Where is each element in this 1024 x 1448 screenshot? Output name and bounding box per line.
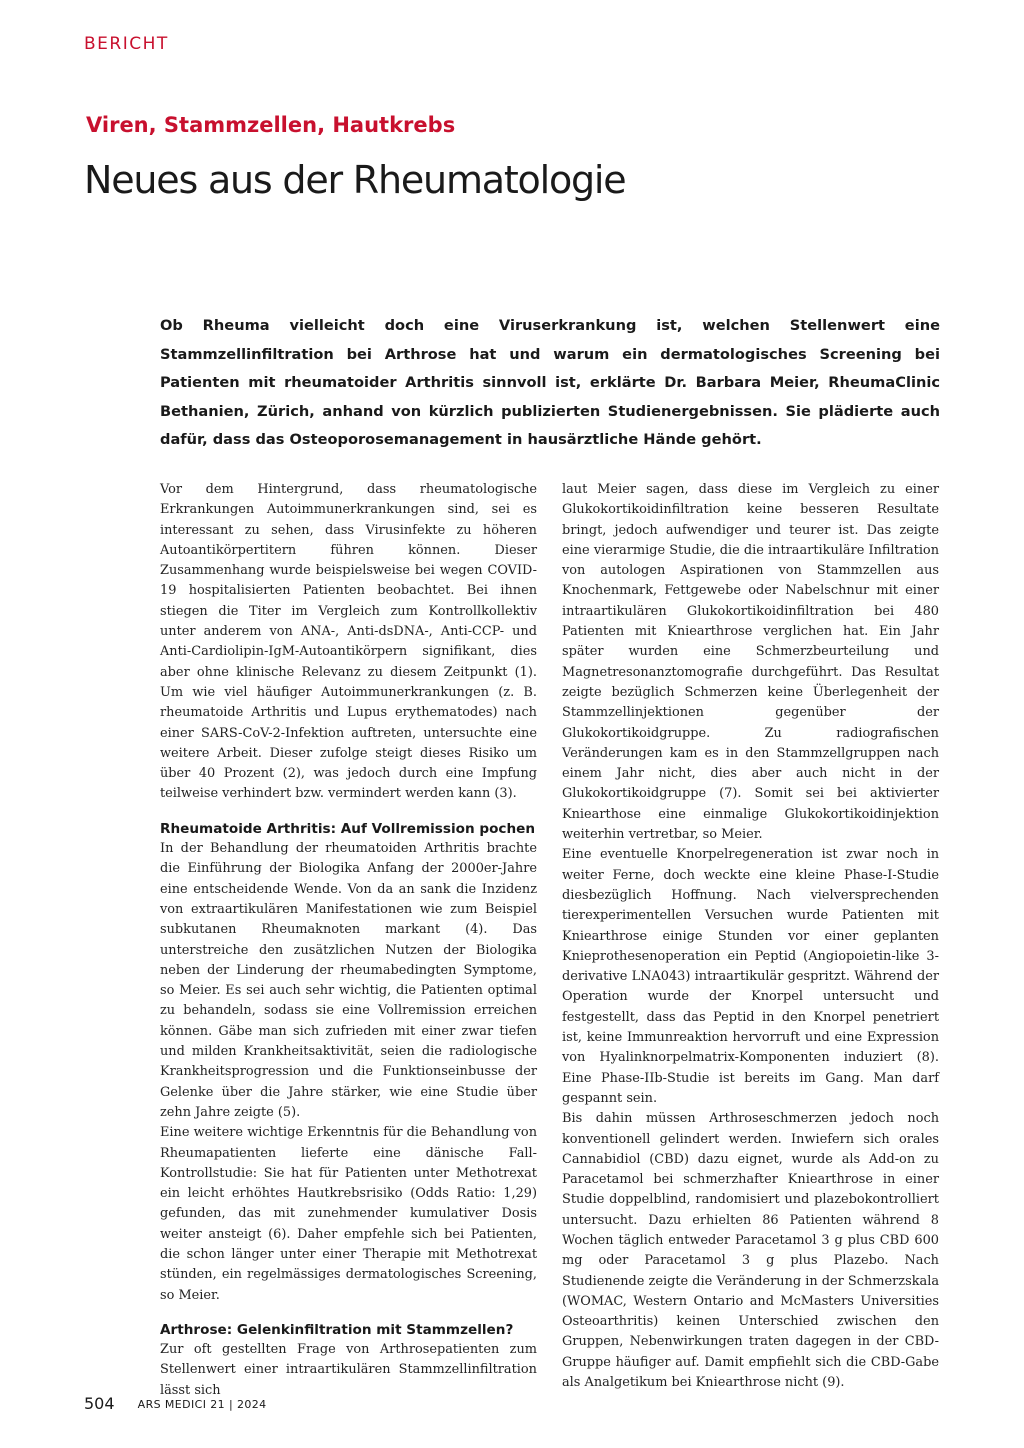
paragraph: In der Behandlung der rheumatoiden Arthritis brachte die Einführung der Biologika Anfang der 2000er-Jahre eine entscheidende Wende. Von da an sank die Inzidenz von extraartikulären Manifestationen wie zum Beispiel subkutanen Rheumaknoten markant (4). Das unterstreiche den zusätzlichen Nutzen der Biologika neben der Linderung der rheumabedingten Symptome, so Meier. Es sei auch sehr wichtig, die Patienten optimal zu behandeln, sodass sie eine Vollremission erreichen können. Gäbe man sich zufrieden mit einer zwar tiefen und milden Krankheitsaktivität, seien die radiologische Krankheitsprogression und die Funktionseinbusse der Gelenke über die Jahre stärker, wie eine Studie über zehn Jahre zeigte (5).	[160, 841, 537, 1120]
body-column-left	[160, 480, 537, 1401]
paragraph: Bis dahin müssen Arthroseschmerzen jedoch noch konventionell gelindert werden. Inwiefern sich orales Cannabidiol (CBD) dazu eignet, wurde als Add-on zu Paracetamol bei schmerzhafter Kniearthrose in einer Studie doppelblind, randomisiert und plazebokontrolliert untersucht. Dazu erhielten 86 Patienten während 8 Wochen täglich entweder Paracetamol 3 g plus CBD 600 mg oder Paracetamol 3 g plus Plazebo. Nach Studienende zeigte die Veränderung in der Schmerzskala (WOMAC, Western Ontario and McMasters Universities Osteoarthritis) keinen Unterschied zwischen den Gruppen, Nebenwirkungen traten dagegen in der CBD-Gruppe häufiger auf. Damit empfiehlt sich die CBD-Gabe als Analgetikum bei Kniearthrose nicht (9).	[562, 1111, 939, 1391]
section-label: BERICHT	[84, 34, 169, 54]
paragraph: Eine eventuelle Knorpelregeneration ist zwar noch in weiter Ferne, doch weckte eine kleine Phase-I-Studie diesbezüglich Hoffnung. Nach vielversprechenden tierexperimentellen Versuchen wurde Patienten mit Kniearthrose einige Stunden vor einer geplanten Knieprothesenoperation ein Peptid (Angiopoietin-like 3-derivative LNA043) intraartikulär gespritzt. Während der Operation wurde der Knorpel untersucht und festgestellt, dass das Peptid in den Knorpel penetriert ist, keine Immunreaktion hervorruft und eine Expression von Hyalinknorpelmatrix-Komponenten induziert (8). Eine Phase-IIb-Studie ist bereits im Gang. Man darf gespannt sein.	[562, 847, 939, 1106]
paragraph: Eine weitere wichtige Erkenntnis für die Behandlung von Rheumapatienten lieferte eine dänische Fall-Kontrollstudie: Sie hat für Patienten unter Methotrexat ein leicht erhöhtes Hautkrebsrisiko (Odds Ratio: 1,29) gefunden, das mit zunehmender kumulativer Dosis weiter ansteigt (6). Daher empfehle sich bei Patienten, die schon länger unter einer Therapie mit Methotrexat stünden, ein regelmässiges dermatologisches Screening, so Meier.	[160, 1125, 537, 1303]
paragraph: Zur oft gestellten Frage von Arthrosepatienten zum Stellenwert einer intraartikulären Stammzellinfiltration lässt sich	[160, 1342, 537, 1398]
section-heading: Arthrose: Gelenkinfiltration mit Stammzellen?	[160, 1321, 514, 1338]
page-footer	[84, 1394, 267, 1413]
article-kicker: Viren, Stammzellen, Hautkrebs	[86, 113, 456, 137]
article-lead: Ob Rheuma vielleicht doch eine Viruserkrankung ist, welchen Stellenwert eine Stammzellinfiltration bei Arthrose hat und warum ein dermatologisches Screening bei Patienten mit rheumatoider Arthritis sinnvoll ist, erklärte Dr. Barbara Meier, RheumaClinic Bethanien, Zürich, anhand von kürzlich publizierten Studienergebnissen. Sie plädierte auch dafür, dass das Osteoporosemanagement in hausärztliche Hände gehört.	[160, 317, 940, 449]
page-number: 504	[84, 1394, 115, 1413]
paragraph: Vor dem Hintergrund, dass rheumatologische Erkrankungen Autoimmunerkrankungen sind, sei es interessant zu sehen, dass Virusinfekte zu höheren Autoantikörpertitern führen können. Dieser Zusammenhang wurde beispielsweise bei wegen COVID-19 hospitalisierten Patienten beobachtet. Bei ihnen stiegen die Titer im Vergleich zum Kontrollkollektiv unter anderem von ANA-, Anti-dsDNA-, Anti-CCP- und Anti-Cardiolipin-IgM-Autoantikörpern signifikant, dies aber ohne klinische Relevanz zu diesem Zeitpunkt (1). Um wie viel häufiger Autoimmunerkrankungen (z. B. rheumatoide Arthritis und Lupus erythematodes) nach einer SARS-CoV-2-Infektion auftreten, untersuchte eine weitere Arbeit. Dieser zufolge steigt dieses Risiko um über 40 Prozent (2), was jedoch durch eine Impfung teilweise verhindert bzw. vermindert werden kann (3).	[160, 482, 537, 802]
body-column-right	[562, 480, 939, 1393]
article-title: Neues aus der Rheumatologie	[84, 158, 626, 202]
paragraph: laut Meier sagen, dass diese im Vergleich zu einer Glukokortikoidinfiltration keine besseren Resultate bringt, jedoch aufwendiger und teurer ist. Das zeigte eine vierarmige Studie, die die intraartikuläre Infiltration von autologen Aspirationen von Stammzellen aus Knochenmark, Fettgewebe oder Nabelschnur mit einer intraartikulären Glukokortikoidinfiltration bei 480 Patienten mit Kniearthrose verglichen hat. Ein Jahr später wurden eine Schmerzbeurteilung und Magnetresonanztomografie durchgeführt. Das Resultat zeigte bezüglich Schmerzen keine Überlegenheit der Stammzellinjektionen gegenüber der Glukokortikoidgruppe. Zu radiografischen Veränderungen kam es in den Stammzellgruppen nach einem Jahr nicht, dies aber auch nicht in der Glukokortikoidgruppe (7). Somit sei bei aktivierter Kniearthose eine einmalige Glukokortikoidinjektion weiterhin vertretbar, so Meier.	[562, 482, 939, 843]
section-heading: Rheumatoide Arthritis: Auf Vollremission pochen	[160, 820, 536, 837]
journal-issue: ARS MEDICI 21 | 2024	[137, 1398, 267, 1411]
